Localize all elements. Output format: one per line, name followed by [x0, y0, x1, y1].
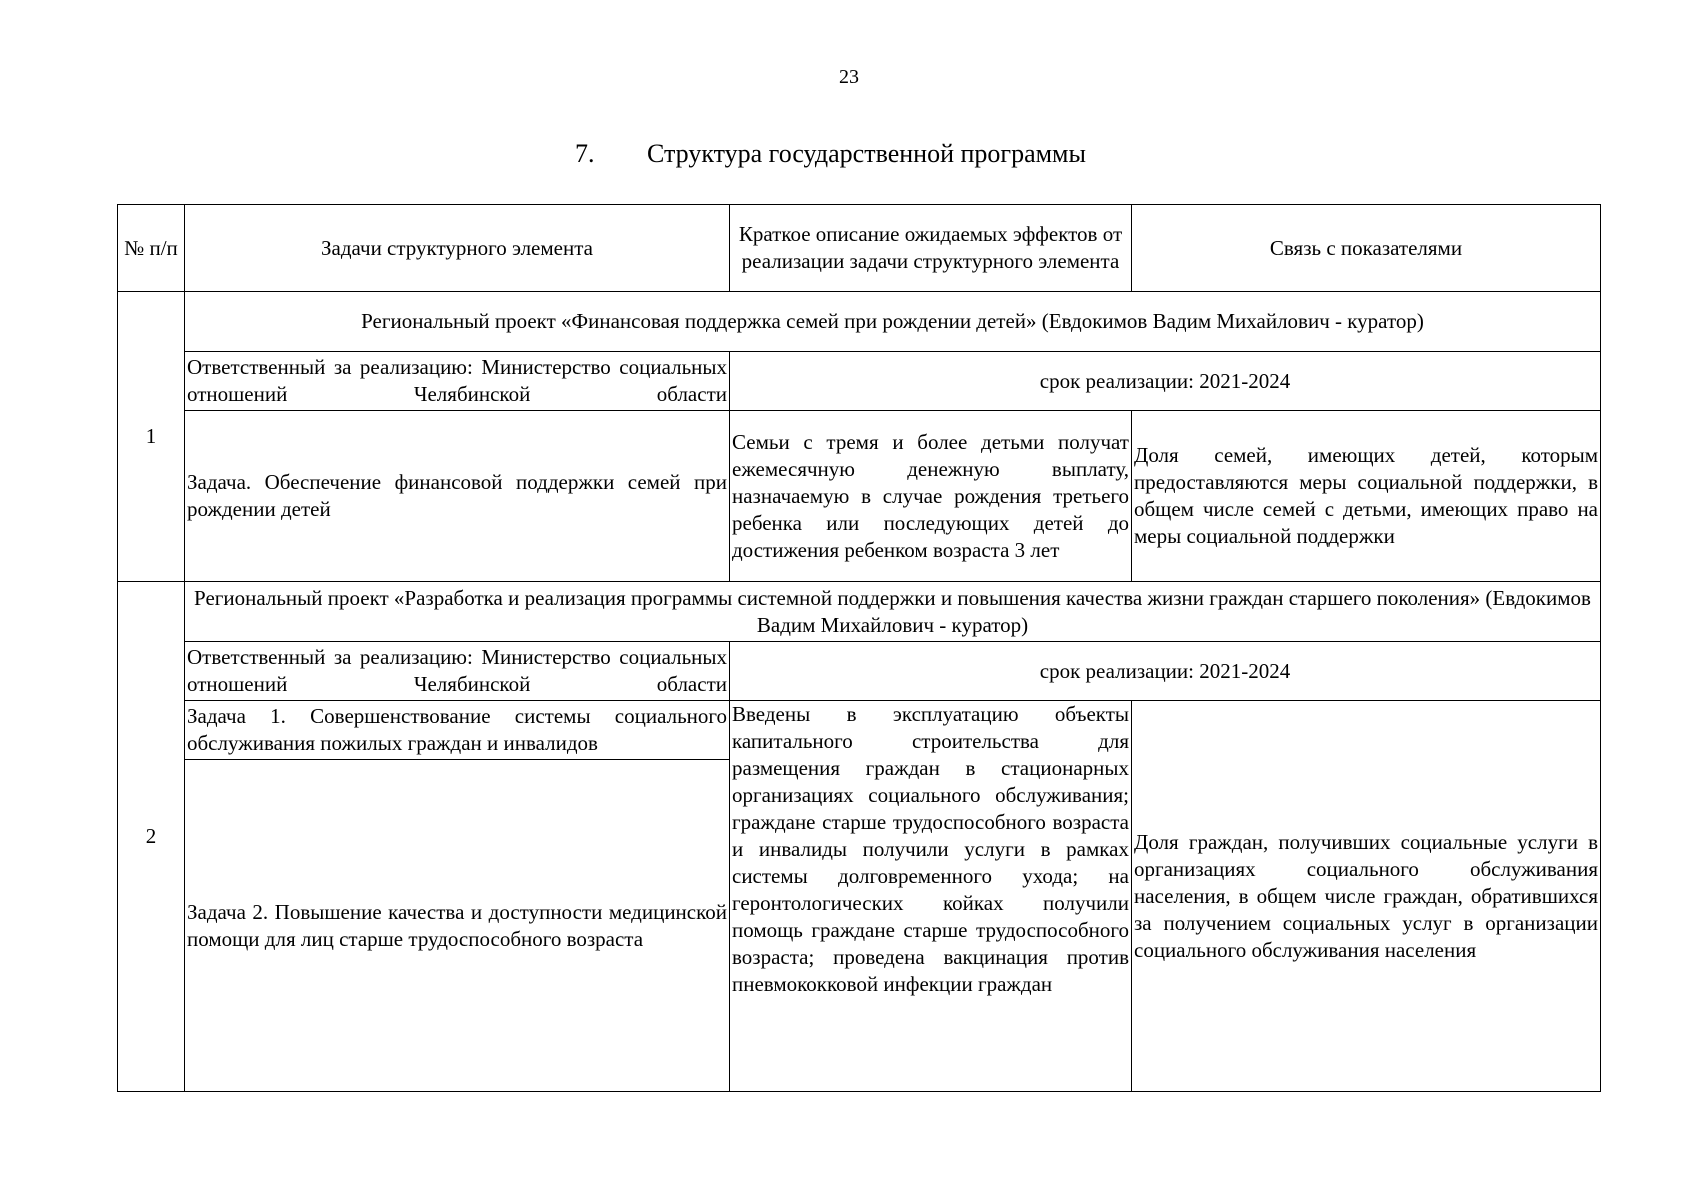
responsible-cell: Ответственный за реализацию: Министерство социальных отношений Челябинской области — [185, 642, 730, 701]
period-cell: срок реализации: 2021-2024 — [730, 642, 1601, 701]
table-row — [118, 701, 1601, 760]
responsible-cell: Ответственный за реализацию: Министерство социальных отношений Челябинской области — [185, 352, 730, 411]
header-tasks: Задачи структурного элемента — [185, 205, 730, 292]
table-row — [118, 352, 1601, 411]
header-effects: Краткое описание ожидаемых эффектов от реализации задачи структурного элемента — [730, 205, 1132, 292]
structure-table — [117, 204, 1601, 1092]
table-row — [118, 582, 1601, 642]
effect-cell: Введены в эксплуатацию объекты капитального строительства для размещения граждан в стационарных организациях социального обслуживания; граждане старше трудоспособного возраста и инвалиды получили услуги в рамках системы долговременного ухода; на геронтологических койках получили помощь граждане старше трудоспособного возраста; проведена вакцинация против пневмококковой инфекции граждан — [730, 701, 1132, 1092]
task1-cell: Задача 1. Совершенствование системы социального обслуживания пожилых граждан и инвалидов — [185, 701, 730, 760]
section-title: Структура государственной программы — [647, 139, 1086, 168]
table-row — [118, 642, 1601, 701]
page-title — [575, 139, 1086, 169]
table-row — [118, 411, 1601, 582]
section-number: 7. — [575, 139, 595, 168]
project-title: Региональный проект «Финансовая поддержка семей при рождении детей» (Евдокимов Вадим Михайлович - куратор) — [185, 292, 1601, 352]
header-link: Связь с показателями — [1132, 205, 1601, 292]
row-number: 1 — [118, 292, 185, 582]
effect-cell: Семьи с тремя и более детьми получат ежемесячную денежную выплату, назначаемую в случае рождения третьего ребенка или последующих детей до достижения ребенком возраста 3 лет — [730, 411, 1132, 582]
header-num: № п/п — [118, 205, 185, 292]
page-number: 23 — [839, 66, 859, 88]
project-title: Региональный проект «Разработка и реализация программы системной поддержки и повышения качества жизни граждан старшего поколения» (Евдокимов Вадим Михайлович - куратор) — [185, 582, 1601, 642]
indicator-link-cell: Доля граждан, получивших социальные услуги в организациях социального обслуживания населения, в общем числе граждан, обратившихся за получением социальных услуг в организации социального обслуживания населения — [1132, 701, 1601, 1092]
table-header-row — [118, 205, 1601, 292]
task2-cell: Задача 2. Повышение качества и доступности медицинской помощи для лиц старше трудоспособного возраста — [185, 760, 730, 1092]
task-cell: Задача. Обеспечение финансовой поддержки семей при рождении детей — [185, 411, 730, 582]
indicator-link-cell: Доля семей, имеющих детей, которым предоставляются меры социальной поддержки, в общем числе семей с детьми, имеющих право на меры социальной поддержки — [1132, 411, 1601, 582]
row-number: 2 — [118, 582, 185, 1092]
period-cell: срок реализации: 2021-2024 — [730, 352, 1601, 411]
table-row — [118, 292, 1601, 352]
